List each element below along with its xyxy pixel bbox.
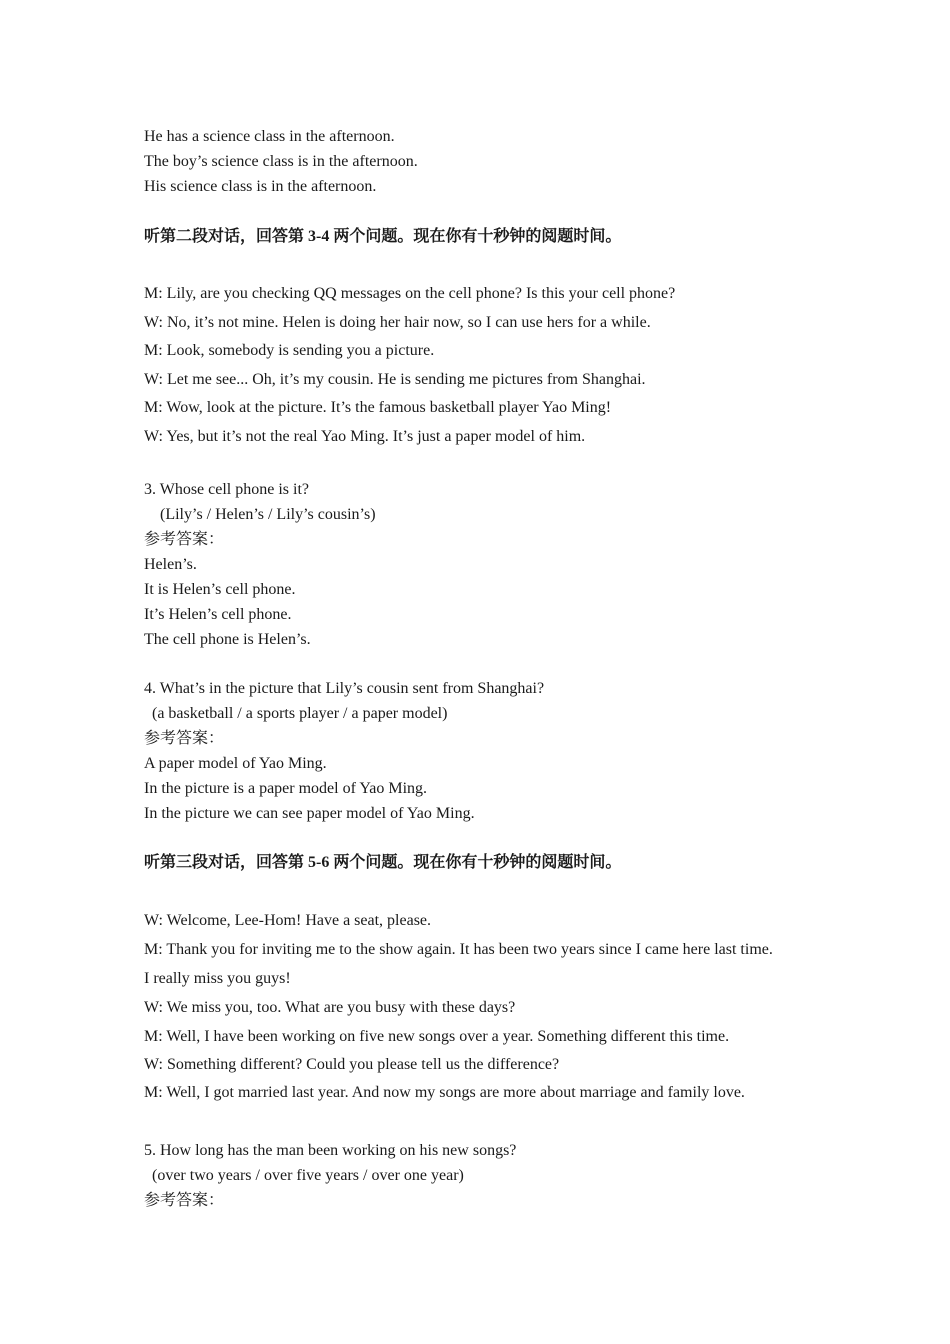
question-options: (over two years / over five years / over one year) [152,1167,464,1184]
dialogue-line: W: Something different? Could you please tell us the difference? [144,1056,560,1073]
dialogue-line: W: Let me see... Oh, it’s my cousin. He is sending me pictures from Shanghai. [144,371,646,388]
dialogue-line: M: Lily, are you checking QQ messages on the cell phone? Is this your cell phone? [144,285,676,302]
answer-line: The cell phone is Helen’s. [144,631,311,648]
question-options: (Lily’s / Helen’s / Lily’s cousin’s) [160,506,376,523]
dialogue-line: M: Thank you for inviting me to the show again. It has been two years since I came here last time. [144,941,773,958]
dialogue-line: M: Wow, look at the picture. It’s the famous basketball player Yao Ming! [144,399,612,416]
dialogue-line: M: Well, I got married last year. And now my songs are more about marriage and family love. [144,1084,745,1101]
answer-label: 参考答案： [144,531,225,548]
answer-line: His science class is in the afternoon. [144,178,377,195]
answer-line: It is Helen’s cell phone. [144,581,296,598]
answer-line: The boy’s science class is in the afternoon. [144,153,418,170]
dialogue-line: M: Well, I have been working on five new songs over a year. Something different this time. [144,1028,730,1045]
question-text: 3. Whose cell phone is it? [144,481,309,498]
answer-line: In the picture is a paper model of Yao Ming. [144,780,428,797]
section-heading: 听第三段对话，回答第 5-6 两个问题。现在你有十秒钟的阅题时间。 [144,854,622,871]
answer-label: 参考答案： [144,1192,225,1209]
dialogue-line: I really miss you guys! [144,970,291,987]
answer-line: In the picture we can see paper model of Yao Ming. [144,805,475,822]
dialogue-line: W: Welcome, Lee-Hom! Have a seat, please. [144,912,432,929]
dialogue-line: W: No, it’s not mine. Helen is doing her hair now, so I can use hers for a while. [144,314,651,331]
dialogue-line: M: Look, somebody is sending you a picture. [144,342,435,359]
answer-label: 参考答案： [144,730,225,747]
question-text: 4. What’s in the picture that Lily’s cousin sent from Shanghai? [144,680,545,697]
answer-line: It’s Helen’s cell phone. [144,606,292,623]
dialogue-line: W: Yes, but it’s not the real Yao Ming. It’s just a paper model of him. [144,428,586,445]
answer-line: Helen’s. [144,556,197,573]
answer-line: He has a science class in the afternoon. [144,128,395,145]
question-options: (a basketball / a sports player / a paper model) [152,705,448,722]
dialogue-line: W: We miss you, too. What are you busy with these days? [144,999,516,1016]
question-text: 5. How long has the man been working on his new songs? [144,1142,517,1159]
answer-line: A paper model of Yao Ming. [144,755,327,772]
section-heading: 听第二段对话，回答第 3-4 两个问题。现在你有十秒钟的阅题时间。 [144,228,622,245]
